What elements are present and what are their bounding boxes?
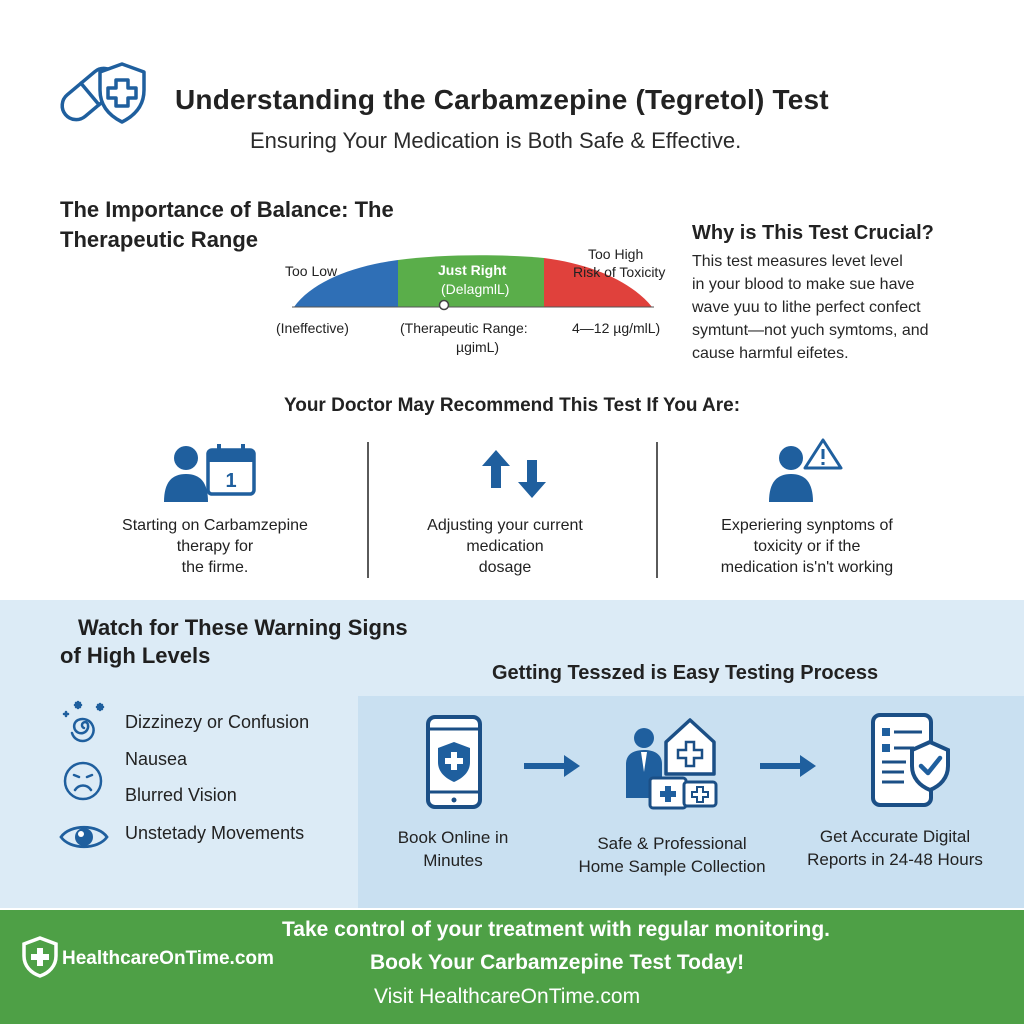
recommend-line: medication is'n't working bbox=[720, 559, 894, 576]
recommend-line: medication bbox=[466, 538, 544, 555]
symptom-item: Nausea bbox=[125, 749, 188, 769]
step-line: Book Online in bbox=[397, 828, 509, 847]
gauge-range-value: 4—12 µg/mlL) bbox=[572, 320, 661, 336]
gauge-too-low-label: Too Low bbox=[285, 263, 338, 279]
recommend-line: Starting on Carbamzepine bbox=[122, 517, 308, 534]
gauge-range-label: (Therapeutic Range: bbox=[400, 320, 528, 336]
person-calendar-icon bbox=[160, 440, 260, 506]
testing-step-1-text bbox=[378, 826, 528, 872]
tablet-report-icon bbox=[870, 712, 952, 810]
symptom-item: Dizzinezy or Confusion bbox=[125, 712, 310, 732]
testing-step-2-text bbox=[562, 832, 782, 878]
page-subtitle: Ensuring Your Medication is Both Safe & Effective. bbox=[250, 128, 742, 153]
up-down-arrows-icon bbox=[478, 448, 550, 500]
step-line: Home Sample Collection bbox=[578, 857, 766, 876]
dizzy-spiral-icon bbox=[58, 698, 110, 746]
footer-tagline: Take control of your treatment with regular monitoring. bbox=[282, 918, 830, 941]
testing-title: Getting Tesszed is Easy Testing Process bbox=[492, 662, 879, 684]
gauge-too-high-label: Too High bbox=[588, 246, 644, 262]
why-title: Why is This Test Crucial? bbox=[692, 222, 934, 244]
step-line: Reports in 24-48 Hours bbox=[807, 850, 983, 869]
why-line: wave yuu to lithe perfect confect bbox=[692, 299, 921, 316]
why-line: cause harmful eifetes. bbox=[692, 345, 849, 362]
person-warning-icon bbox=[765, 436, 845, 504]
step-line: Safe & Professional bbox=[597, 834, 747, 853]
recommend-item-2-text bbox=[395, 515, 615, 578]
eye-icon bbox=[58, 820, 110, 854]
recommend-line: therapy for bbox=[176, 538, 254, 555]
brand-name[interactable]: HealthcareOnTime.com bbox=[62, 948, 274, 969]
recommend-line: dosage bbox=[478, 559, 532, 576]
phone-shield-icon bbox=[425, 714, 483, 810]
page-title: Understanding the Carbamzepine (Tegretol) Test bbox=[175, 84, 829, 115]
why-line: symtunt—not yuch symtoms, and bbox=[692, 322, 929, 339]
warning-title bbox=[60, 614, 408, 670]
why-line: in your blood to make sue have bbox=[692, 276, 915, 293]
gauge-just-right-label: Just Right bbox=[438, 262, 507, 278]
calendar-number: 1 bbox=[225, 470, 237, 492]
gauge-just-right-sub: (DelagmlL) bbox=[441, 281, 510, 297]
recommend-item-1-text bbox=[95, 515, 335, 578]
divider bbox=[656, 442, 658, 578]
gauge-indicator-dot bbox=[440, 301, 449, 310]
recommend-item-3-text bbox=[692, 515, 922, 578]
recommend-line: Experiering synptoms of bbox=[721, 517, 893, 534]
arrow-right-icon bbox=[522, 752, 582, 780]
shield-cross-icon bbox=[22, 936, 58, 978]
recommend-title: Your Doctor May Recommend This Test If You Are: bbox=[283, 395, 741, 416]
gauge-ineffective-label: (Ineffective) bbox=[276, 320, 349, 336]
why-line: This test measures levet level bbox=[692, 253, 903, 270]
symptom-item: Blurred Vision bbox=[125, 785, 237, 805]
symptom-item: Unstetady Movements bbox=[125, 823, 305, 843]
why-text bbox=[692, 250, 992, 365]
recommend-line: toxicity or if the bbox=[753, 538, 861, 555]
divider bbox=[367, 442, 369, 578]
home-collection-icon bbox=[622, 716, 722, 812]
footer-cta[interactable]: Book Your Carbamzepine Test Today! bbox=[370, 951, 745, 974]
step-line: Get Accurate Digital bbox=[819, 827, 971, 846]
footer-visit-link[interactable]: Visit HealthcareOnTime.com bbox=[374, 985, 641, 1008]
gauge-range-unit: µgimL) bbox=[456, 339, 500, 355]
gauge-toxicity-label: Risk of Toxicity bbox=[573, 264, 666, 280]
balance-section-title: The Importance of Balance: The Therapeutic Range bbox=[60, 197, 394, 252]
recommend-line: the firme. bbox=[181, 559, 249, 576]
step-line: Minutes bbox=[423, 851, 483, 870]
warning-title-line1: Watch for These Warning Signs bbox=[78, 615, 408, 640]
pill-shield-icon bbox=[52, 50, 152, 130]
warning-title-line2: of High Levels bbox=[60, 643, 211, 668]
arrow-right-icon bbox=[758, 752, 818, 780]
testing-step-3-text bbox=[790, 825, 1000, 871]
sad-face-icon bbox=[62, 760, 104, 802]
recommend-line: Adjusting your current bbox=[427, 517, 583, 534]
